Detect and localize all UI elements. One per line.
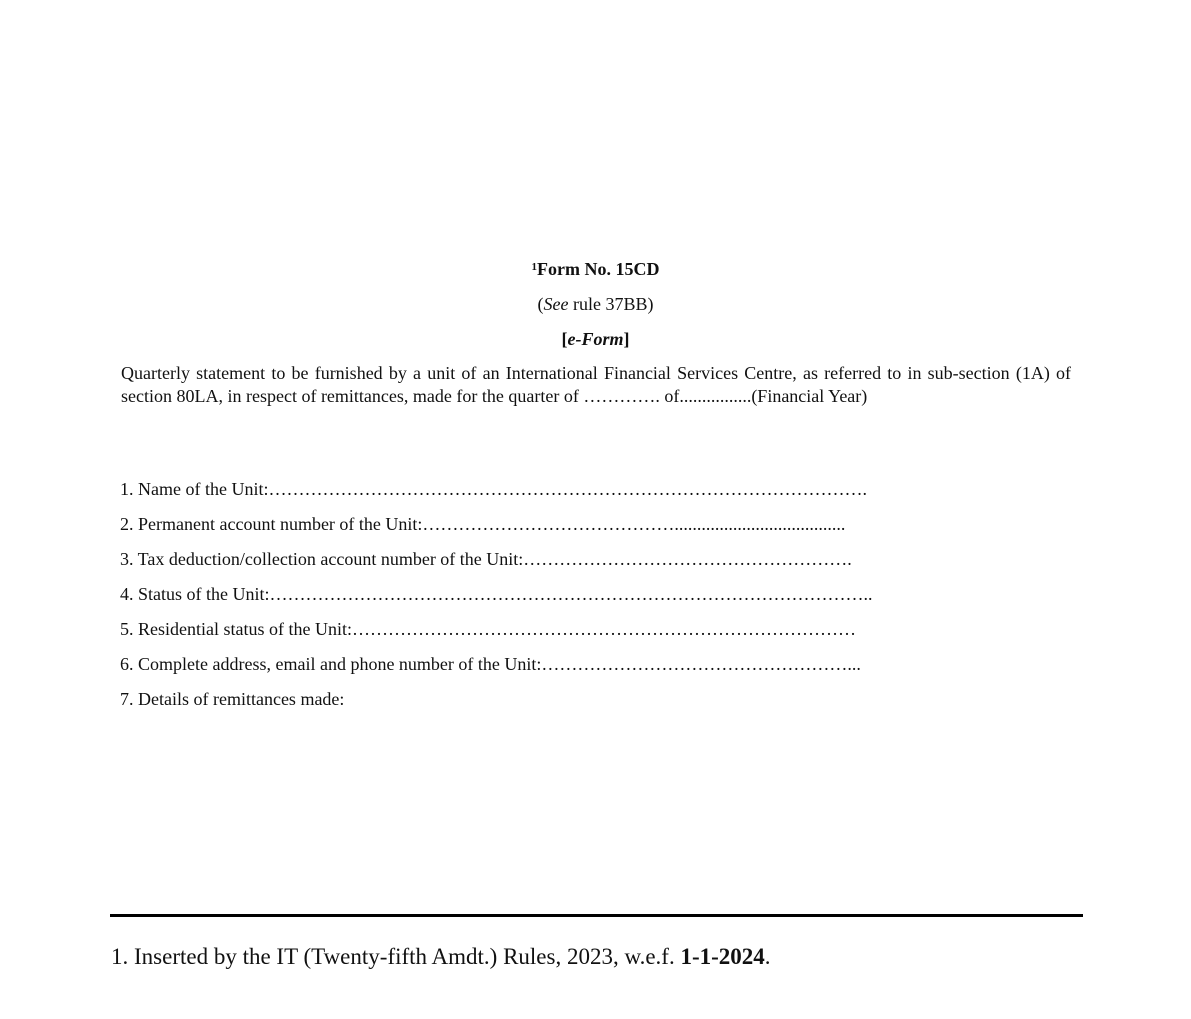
footnote-text: 1. Inserted by the IT (Twenty-fifth Amdt.) Rules, 2023, w.e.f.: [111, 944, 681, 969]
footnote: [111, 943, 771, 971]
rule-text: rule 37BB): [568, 294, 654, 314]
footnote-divider: [110, 914, 1083, 917]
form-title-text: Form No. 15CD: [537, 259, 660, 279]
see-word: See: [543, 294, 569, 314]
field-unit-name[interactable]: 1. Name of the Unit:……………………………………………………………………………………….: [120, 479, 867, 499]
footnote-end: .: [764, 944, 771, 969]
field-pan[interactable]: 2. Permanent account number of the Unit:……………………………………......................................: [120, 514, 846, 534]
form-fields: [120, 478, 1020, 723]
footnote-date: 1-1-2024: [680, 944, 765, 969]
eform-label: [0, 328, 1191, 350]
field-tan[interactable]: 3. Tax deduction/collection account number of the Unit:……………………………………………….: [120, 549, 852, 569]
footnote-marker: 1: [531, 261, 537, 273]
form-title: [0, 258, 1191, 280]
rule-reference: [0, 293, 1191, 315]
field-residential-status[interactable]: 5. Residential status of the Unit:…………………………………………………………………………: [120, 619, 856, 639]
paren-open: (: [537, 294, 544, 314]
field-status[interactable]: 4. Status of the Unit:………………………………………………………………………………………..: [120, 584, 873, 604]
eform-text: e-Form: [567, 329, 624, 349]
field-remittance-details: 7. Details of remittances made:: [120, 689, 345, 709]
field-address-contact[interactable]: 6. Complete address, email and phone number of the Unit:……………………………………………...: [120, 654, 861, 674]
bracket-close: ]: [623, 329, 630, 349]
bracket-open: [: [561, 329, 568, 349]
intro-paragraph: Quarterly statement to be furnished by a unit of an International Financial Services Centre, as referred to in sub-section (1A) of section 80LA, in respect of remittances, made for the quarter of …………. of................(Financial Year): [121, 363, 1071, 406]
